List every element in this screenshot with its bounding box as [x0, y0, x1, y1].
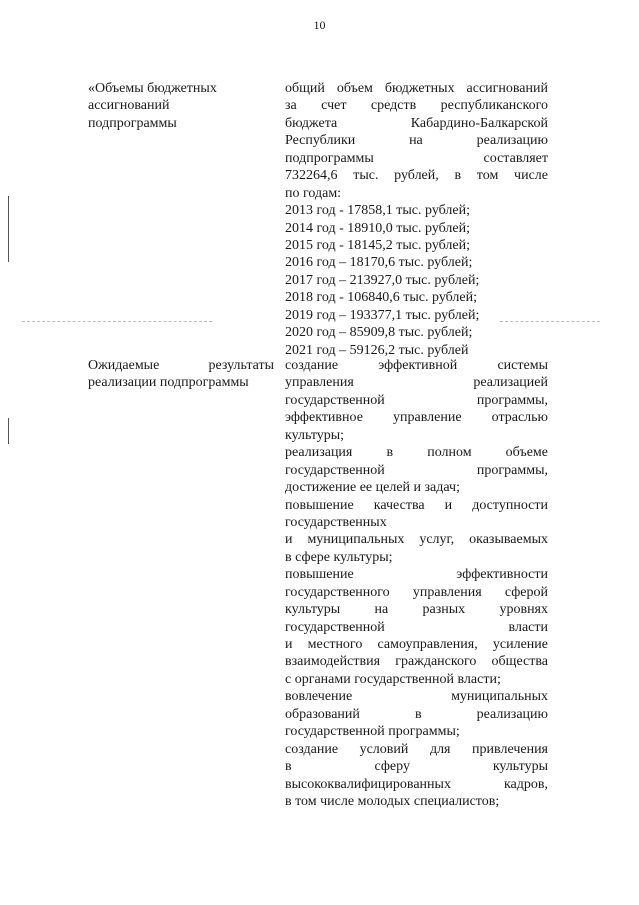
content-line: государственной программы,: [285, 462, 548, 478]
content-line: за счет средств республиканского: [285, 98, 548, 114]
content-line: культуры;: [285, 427, 345, 443]
content-line: 2015 год - 18145,2 тыс. рублей;: [285, 237, 471, 253]
section-label-results: [88, 357, 274, 392]
content-line: 2019 год – 193377,1 тыс. рублей;: [285, 307, 480, 323]
content-line: создание условий для привлечения: [285, 741, 548, 757]
label-line: ассигнований: [88, 98, 170, 114]
content-line: повышение качества и доступности: [285, 497, 548, 513]
content-line: в том числе молодых специалистов;: [285, 793, 500, 809]
content-line: управления реализацией: [285, 375, 548, 391]
content-line: государственной программы;: [285, 724, 460, 740]
content-line: реализация в полном объеме: [285, 445, 548, 461]
content-line: по годам:: [285, 185, 342, 201]
content-line: Республики на реализацию: [285, 133, 548, 149]
page-number: 10: [313, 18, 326, 32]
content-line: эффективное управление отраслью: [285, 410, 548, 426]
content-line: в сферу культуры: [285, 759, 548, 775]
content-line: государственной власти: [285, 619, 548, 635]
content-line: с органами государственной власти;: [285, 671, 501, 687]
content-line: 2018 год - 106840,6 тыс. рублей;: [285, 290, 478, 306]
content-line: 732264,6 тыс. рублей, в том числе: [285, 168, 548, 184]
section-content-results: [285, 357, 548, 810]
content-line: достижение ее целей и задач;: [285, 480, 460, 496]
content-line: и местного самоуправления, усиление: [285, 637, 548, 652]
content-line: 2017 год – 213927,0 тыс. рублей;: [285, 272, 480, 288]
content-line: высококвалифицированных кадров,: [285, 776, 548, 792]
label-line: Ожидаемые результаты: [88, 358, 274, 373]
content-line: культуры на разных уровнях: [285, 602, 548, 618]
content-line: взаимодействия гражданского общества: [285, 654, 548, 670]
label-line: подпрограммы: [88, 115, 177, 131]
content-line: 2013 год - 17858,1 тыс. рублей;: [285, 203, 471, 219]
content-line: 2016 год – 18170,6 тыс. рублей;: [285, 255, 473, 271]
content-line: 2020 год – 85909,8 тыс. рублей;: [285, 325, 473, 341]
scan-artifact-mark: [8, 418, 9, 444]
section-content-budget: [285, 80, 548, 359]
scan-artifact-mark: [8, 196, 9, 262]
content-line: подпрограммы составляет: [285, 150, 548, 166]
content-line: повышение эффективности: [285, 567, 548, 583]
content-line: в сфере культуры;: [285, 549, 393, 565]
content-line: государственного управления сферой: [285, 584, 548, 600]
content-line: 2021 год – 59126,2 тыс. рублей: [285, 342, 469, 358]
section-label-budget: [88, 80, 274, 132]
content-line: государственных: [285, 514, 387, 530]
content-line: общий объем бюджетных ассигнований: [285, 81, 548, 96]
content-line: 2014 год - 18910,0 тыс. рублей;: [285, 220, 471, 236]
scan-artifact-line: [22, 321, 212, 322]
content-line: бюджета Кабардино-Балкарской: [285, 115, 548, 131]
content-line: образований в реализацию: [285, 706, 548, 722]
content-line: и муниципальных услуг, оказываемых: [285, 532, 548, 548]
content-line: государственной программы,: [285, 392, 548, 408]
label-line: реализации подпрограммы: [88, 375, 249, 391]
label-line: «Объемы бюджетных: [88, 81, 217, 96]
content-line: вовлечение муниципальных: [285, 689, 548, 705]
content-line: создание эффективной системы: [285, 358, 548, 373]
